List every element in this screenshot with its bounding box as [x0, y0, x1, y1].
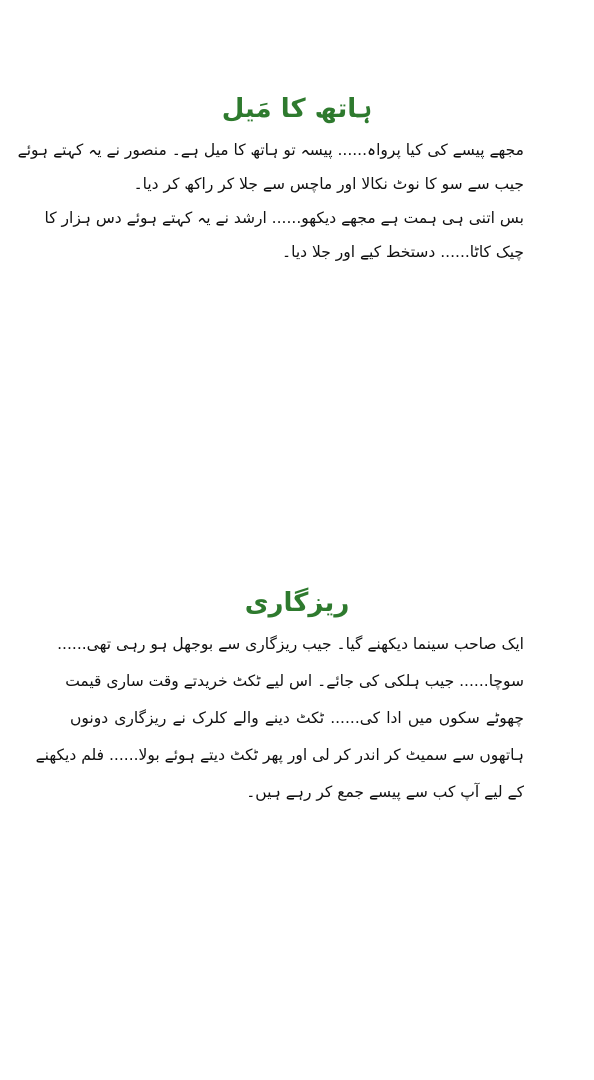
story-hath-ka-mail	[17, 92, 524, 276]
story-line: بس اتنی ہی ہمت ہے مجھے دیکھو...... ارشد نے یہ کہتے ہوئے دس ہزار کا	[44, 209, 524, 227]
story-line: چیک کاٹا...... دستخط کیے اور جلا دیا۔	[282, 243, 524, 261]
story-title: ریزگاری	[244, 588, 350, 618]
story-line: سوچا...... جیب ہلکی کی جائے۔ اس لیے ٹکٹ خریدتے وقت ساری قیمت	[65, 672, 524, 690]
story-line: ہاتھوں سے سمیٹ کر اندر کر لی اور پھر ٹکٹ دیتے ہوئے بولا...... فلم دیکھنے	[35, 746, 524, 764]
story-line: کے لیے آپ کب سے پیسے جمع کر رہے ہیں۔	[246, 783, 524, 801]
story-line: جیب سے سو کا نوٹ نکالا اور ماچس سے جلا کر راکھ کر دیا۔	[133, 175, 524, 193]
story-line: مجھے پیسے کی کیا پرواہ...... پیسہ تو ہاتھ کا میل ہے۔ منصور نے یہ کہتے ہوئے	[17, 141, 524, 159]
story-line: چھوٹے سکوں میں ادا کی...... ٹکٹ دینے والے کلرک نے ریزگاری دونوں	[70, 709, 524, 727]
story-rezgari	[35, 586, 524, 819]
story-line: ایک صاحب سینما دیکھنے گیا۔ جیب ریزگاری سے بوجھل ہو رہی تھی......	[57, 635, 524, 653]
story-title: ہاتھ کا مَیل	[221, 94, 373, 124]
